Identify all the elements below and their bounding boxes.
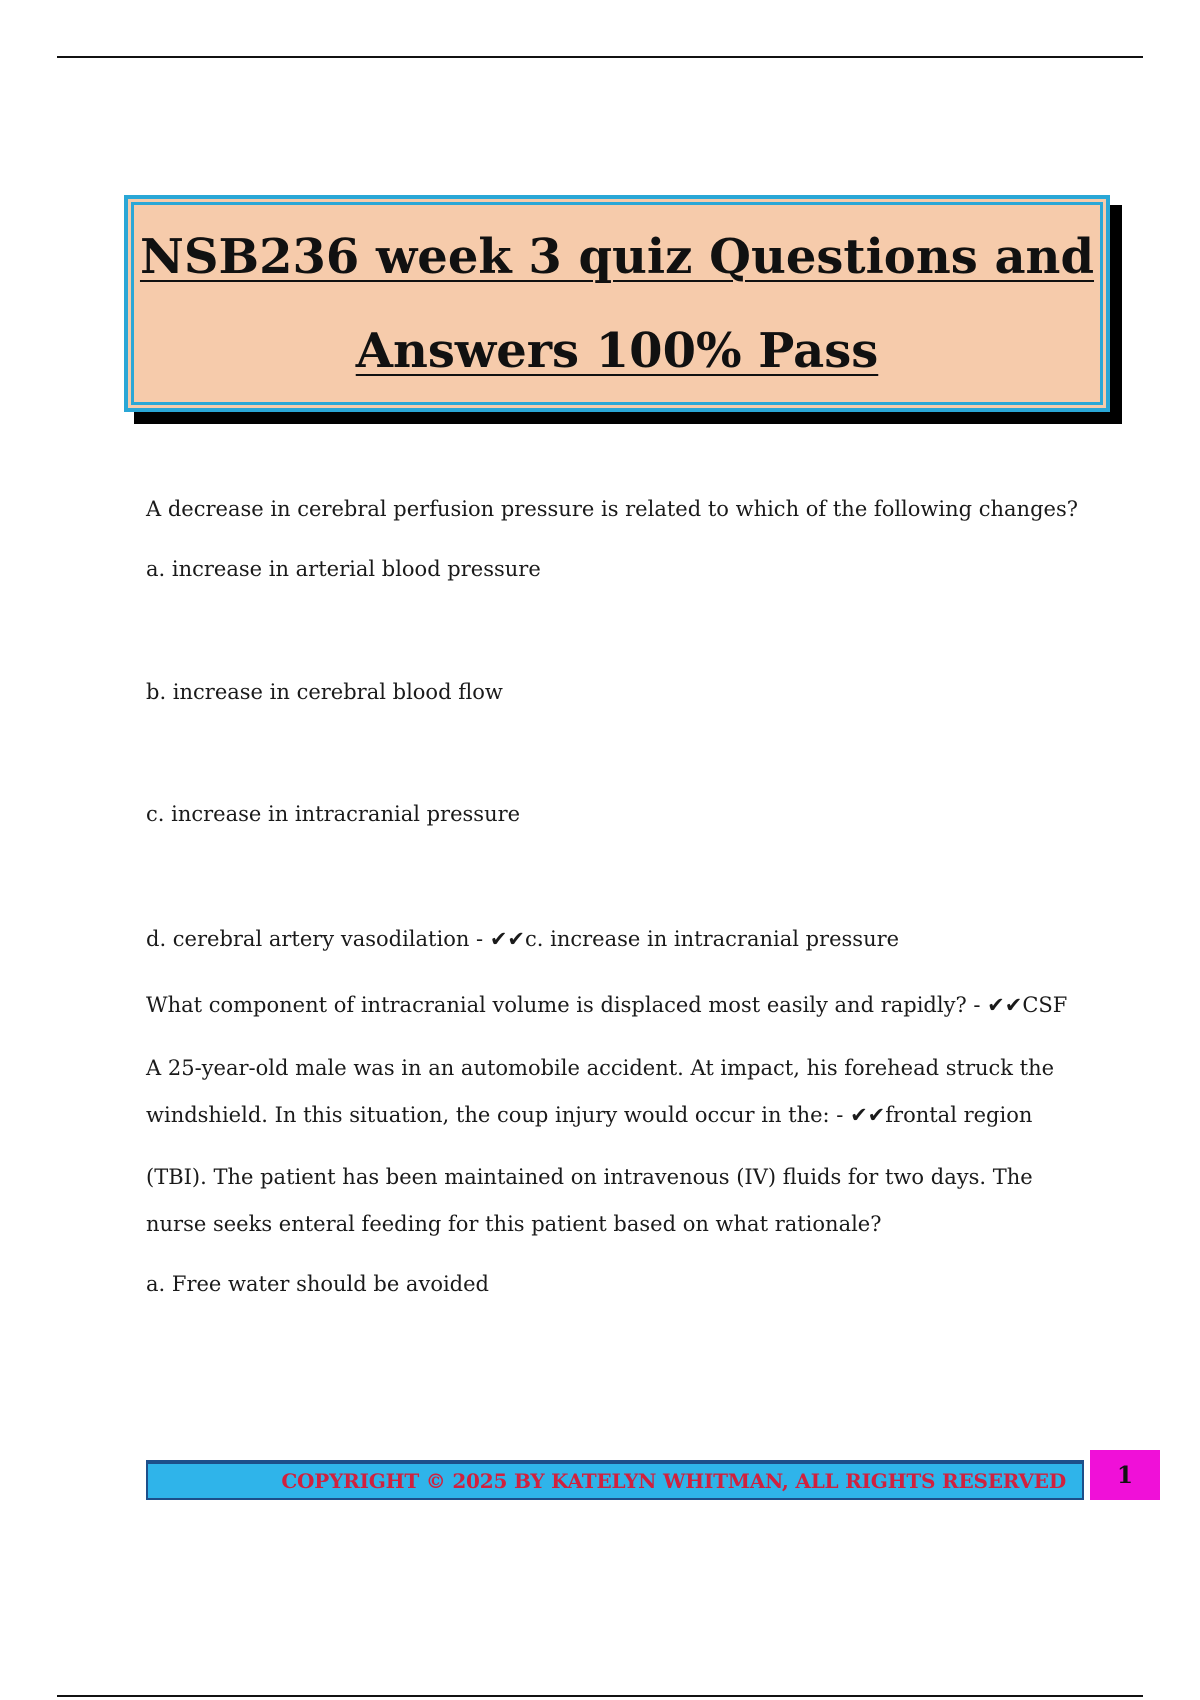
page-number-badge [1090,1450,1160,1500]
title-box [124,195,1110,412]
question-2-answer: What component of intracranial volume is displaced most easily and rapidly? - ✔✔CSF [146,993,1068,1017]
question-1-option-a: a. increase in arterial blood pressure [146,557,541,581]
question-4-line-2: nurse seeks enteral feeding for this patient based on what rationale? [146,1212,882,1236]
question-1-option-c: c. increase in intracranial pressure [146,802,521,826]
question-4-option-a: a. Free water should be avoided [146,1272,489,1296]
question-1-option-d-answer: d. cerebral artery vasodilation - ✔✔c. increase in intracranial pressure [146,927,900,951]
document-title-line-2: Answers 100% Pass [355,322,879,379]
question-3-line-2-answer: windshield. In this situation, the coup injury would occur in the: - ✔✔frontal region [146,1103,1033,1127]
question-3-line-1: A 25-year-old male was in an automobile accident. At impact, his forehead struck the [146,1056,1055,1080]
copyright-text: COPYRIGHT © 2025 BY KATELYN WHITMAN, ALL RIGHTS RESERVED [281,1469,1066,1493]
document-title-line-1: NSB236 week 3 quiz Questions and [139,228,1095,285]
copyright-footer [146,1460,1084,1500]
page-number: 1 [1116,1461,1133,1489]
top-rule [57,56,1143,58]
bottom-rule [57,1695,1143,1697]
question-4-line-1: (TBI). The patient has been maintained on intravenous (IV) fluids for two days. The [146,1165,1033,1189]
question-1-option-b: b. increase in cerebral blood flow [146,680,503,704]
question-1-stem: A decrease in cerebral perfusion pressure is related to which of the following changes? [146,497,1078,521]
